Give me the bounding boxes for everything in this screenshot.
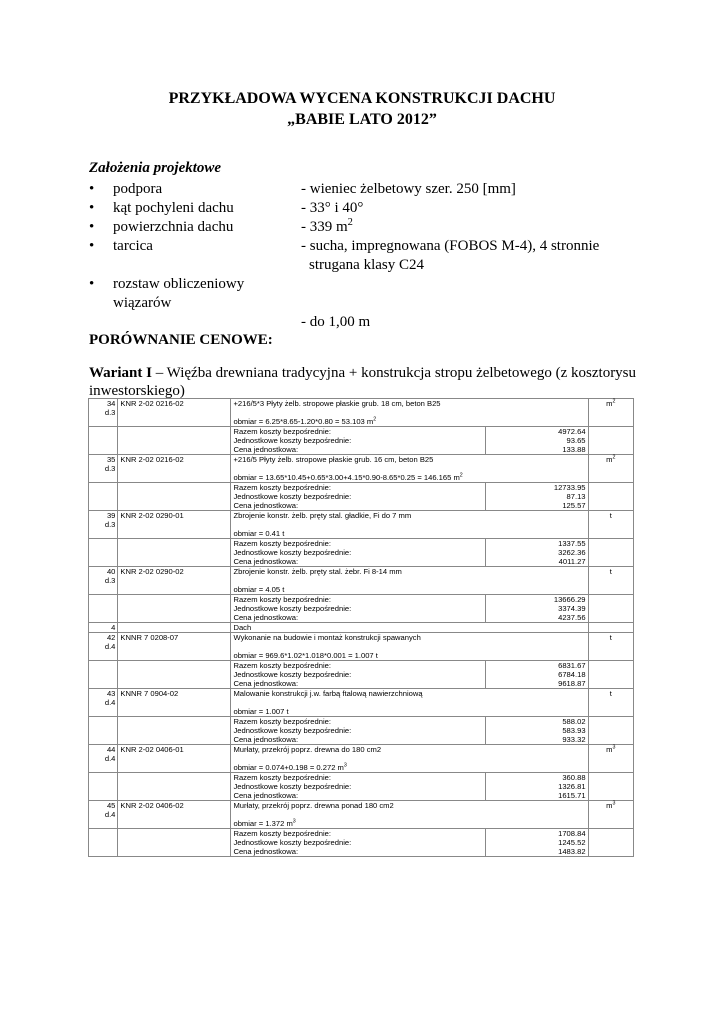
cost-values: 360.88 1326.81 1615.71 (486, 773, 588, 801)
bullet-icon: • (89, 238, 95, 254)
item-description: +216/5*3 Płyty żelb. stropowe płaskie grub. 18 cm, beton B25 obmiar = 6.25*8.65-1.20*0.80 = 53.103 $m^2$ (231, 399, 588, 427)
cost-summary-row (89, 717, 634, 745)
assumptions-heading: Założenia projektowe (89, 160, 222, 176)
item-quantity: obmiar = 1.007 t (233, 707, 289, 716)
item-unit: $m^3$ (588, 745, 633, 773)
item-description: Malowanie konstrukcji j.w. farbą ftalową nawierzchniową obmiar = 1.007 t (231, 689, 588, 717)
item-code: KNR 2-02 0216-02 (118, 455, 231, 483)
cost-summary-row (89, 595, 634, 623)
comparison-heading: PORÓWNANIE CENOWE: (89, 332, 273, 348)
table-row (89, 511, 634, 539)
item-code: KNNR 7 0904-02 (118, 689, 231, 717)
item-code: KNR 2-02 0290-01 (118, 511, 231, 539)
section-title: Dach (231, 623, 588, 633)
cost-values: 12733.95 87.13 125.57 (486, 483, 588, 511)
table-row (89, 801, 634, 829)
item-description: Zbrojenie konstr. żelb. pręty stal. żebr. Fi 8-14 mm obmiar = 4.05 t (231, 567, 588, 595)
item-unit: t (588, 689, 633, 717)
item-quantity: obmiar = 969.6*1.02*1.018*0.001 = 1.007 t (233, 651, 378, 660)
item-code: KNNR 7 0208-07 (118, 633, 231, 661)
assumption-label: podpora (113, 181, 163, 197)
item-description: +216/5 Płyty żelb. stropowe płaskie grub. 16 cm, beton B25 obmiar = 13.65*10.45+0.65*3.00+4.15*0.90-8.65*0.25 = 146.165 $m^2$ (231, 455, 588, 483)
table-row (89, 689, 634, 717)
table-row (89, 633, 634, 661)
cost-summary-row (89, 483, 634, 511)
item-number: 42 d.4 (89, 633, 118, 661)
item-number: 34 d.3 (89, 399, 118, 427)
assumptions-list (89, 180, 649, 332)
cost-values: 1337.55 3262.36 4011.27 (486, 539, 588, 567)
assumption-value: - do 1,00 m (301, 314, 371, 330)
assumption-value: - 33° i 40° (301, 200, 364, 216)
item-quantity: obmiar = 0.41 t (233, 529, 285, 538)
cost-summary-row (89, 829, 634, 857)
cost-labels: Razem koszty bezpośrednie: Jednostkowe koszty bezpośrednie: Cena jednostkowa: (231, 595, 486, 623)
item-description: Murłaty, przekrój poprz. drewna ponad 180 cm2 obmiar = 1.372 $m^3$ (231, 801, 588, 829)
item-code: KNR 2-02 0406-01 (118, 745, 231, 773)
item-number: 35 d.3 (89, 455, 118, 483)
item-code: KNR 2-02 0290-02 (118, 567, 231, 595)
item-unit: $m^2$ (588, 455, 633, 483)
cost-labels: Razem koszty bezpośrednie: Jednostkowe koszty bezpośrednie: Cena jednostkowa: (231, 829, 486, 857)
item-quantity: obmiar = 13.65*10.45+0.65*3.00+4.15*0.90-8.65*0.25 = 146.165 $m^2$ (233, 472, 463, 482)
cost-labels: Razem koszty bezpośrednie: Jednostkowe koszty bezpośrednie: Cena jednostkowa: (231, 427, 486, 455)
item-unit: t (588, 511, 633, 539)
item-quantity: obmiar = 6.25*8.65-1.20*0.80 = 53.103 $m^2$ (233, 416, 377, 426)
item-number: 39 d.3 (89, 511, 118, 539)
item-quantity: obmiar = 0.074+0.198 = 0.272 $m^3$ (233, 762, 347, 772)
variant-text: – Więźba drewniana tradycyjna + konstrukcja stropu żelbetowego (z kosztorysu inwestorskiego) (89, 365, 637, 399)
item-quantity: obmiar = 4.05 t (233, 585, 285, 594)
table-row (89, 567, 634, 595)
assumption-value: - sucha, impregnowana (FOBOS M-4), 4 stronnie strugana klasy C24 (301, 238, 600, 273)
cost-labels: Razem koszty bezpośrednie: Jednostkowe koszty bezpośrednie: Cena jednostkowa: (231, 483, 486, 511)
assumption-value: - wieniec żelbetowy szer. 250 [mm] (301, 181, 516, 197)
item-quantity: obmiar = 1.372 $m^3$ (233, 818, 296, 828)
table-row (89, 399, 634, 427)
cost-summary-row (89, 539, 634, 567)
item-description: Zbrojenie konstr. żelb. pręty stal. gładkie, Fi do 7 mm obmiar = 0.41 t (231, 511, 588, 539)
bullet-icon: • (89, 200, 95, 216)
assumption-label: powierzchnia dachu (113, 219, 234, 235)
item-number: 43 d.4 (89, 689, 118, 717)
table-row (89, 745, 634, 773)
variant-label: Wariant I (89, 365, 152, 381)
cost-values: 588.02 583.93 933.32 (486, 717, 588, 745)
item-number: 45 d.4 (89, 801, 118, 829)
item-description: Wykonanie na budowie i montaż konstrukcji spawanych obmiar = 969.6*1.02*1.018*0.001 = 1.007 t (231, 633, 588, 661)
cost-labels: Razem koszty bezpośrednie: Jednostkowe koszty bezpośrednie: Cena jednostkowa: (231, 661, 486, 689)
item-unit: t (588, 567, 633, 595)
item-unit: $m^2$ (588, 399, 633, 427)
cost-labels: Razem koszty bezpośrednie: Jednostkowe koszty bezpośrednie: Cena jednostkowa: (231, 539, 486, 567)
cost-summary-row (89, 661, 634, 689)
assumption-label: kąt pochyleni dachu (113, 200, 234, 216)
variant-description (89, 364, 649, 400)
cost-values: 6831.67 6784.18 9618.87 (486, 661, 588, 689)
assumption-item (89, 275, 649, 332)
item-unit: $m^3$ (588, 801, 633, 829)
cost-labels: Razem koszty bezpośrednie: Jednostkowe koszty bezpośrednie: Cena jednostkowa: (231, 717, 486, 745)
cost-summary-row (89, 427, 634, 455)
document-subtitle: „BABIE LATO 2012” (287, 111, 437, 128)
bullet-icon: • (89, 219, 95, 235)
cost-labels: Razem koszty bezpośrednie: Jednostkowe koszty bezpośrednie: Cena jednostkowa: (231, 773, 486, 801)
table-row (89, 455, 634, 483)
assumption-label: tarcica (113, 238, 153, 254)
assumption-value: - 339 $m^2$ (301, 217, 353, 235)
cost-values: 1708.84 1245.52 1483.82 (486, 829, 588, 857)
cost-values: 4972.64 93.65 133.88 (486, 427, 588, 455)
bullet-icon: • (89, 276, 95, 292)
item-unit: t (588, 633, 633, 661)
item-description: Murłaty, przekrój poprz. drewna do 180 cm2 obmiar = 0.074+0.198 = 0.272 $m^3$ (231, 745, 588, 773)
section-number: 4 (89, 623, 118, 633)
item-code: KNR 2-02 0406-02 (118, 801, 231, 829)
assumption-item (89, 237, 649, 275)
item-number: 40 d.3 (89, 567, 118, 595)
assumption-label: rozstaw obliczeniowy wiązarów (113, 276, 245, 311)
item-code: KNR 2-02 0216-02 (118, 399, 231, 427)
cost-estimate-table (88, 398, 634, 857)
assumption-item (89, 199, 649, 218)
assumption-item (89, 218, 649, 237)
bullet-icon: • (89, 181, 95, 197)
cost-values: 13666.29 3374.39 4237.56 (486, 595, 588, 623)
assumption-item (89, 180, 649, 199)
document-title: PRZYKŁADOWA WYCENA KONSTRUKCJI DACHU (168, 90, 556, 107)
section-row (89, 623, 634, 633)
item-number: 44 d.4 (89, 745, 118, 773)
cost-summary-row (89, 773, 634, 801)
